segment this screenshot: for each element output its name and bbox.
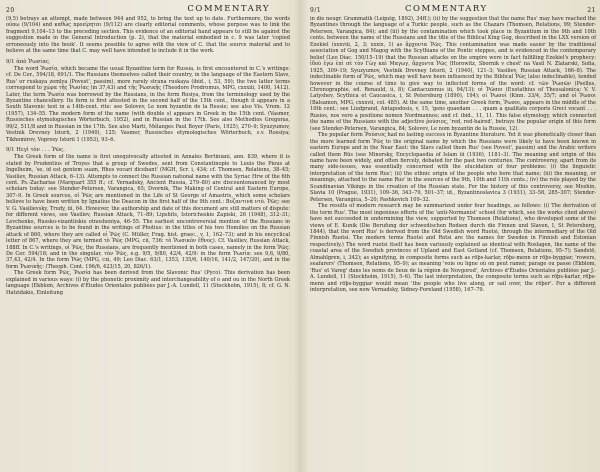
right-section-number: 9/1 (310, 7, 322, 14)
right-paragraph-3: The results of modern research may be summarized under four headings, as follows: (i) The derivation of the term Rus'. The most ingenious efforts of the 'anti-Normanist' school (for which, see the works cited above) have not succeeded in undermining the view, supported by Thomsen (Relations), who developed some of the views of E. Kunik (Die Berufung der schwedischen Rodsen durch die Finnen und Slaven, I, St Petersburg, 1844), that the word Rus' is derived from the Old Swedish word Ruotsi, through the intermediary of the Old Finnish Ruotsi. The modern terms Ruotsi and Rotsi are the names for Sweden in Finnish and Estonian respectively.) The word ruotsi itself has been variously explained as identical with Roslagen, the name of the coastal area of the Swedish provinces of Upland and East Gotland (cf. Thomsen, Relations, 95–7); Sandstö, Almahlgren, i, 342); as signifying, in composite forms such as rōþs-karlar, rōþs-menn or rōþs-byggiar, 'rowers, seafarers' (Thomsen, Relations, 95–9); as meaning 'voie ou ligne où on peut ramer, parage ou passe (Ekblom, 'Rus' et Vareg' dans les noms de lieux de la région de Novgorod', Archives d'Études Orientales publiées par J.-A. Lundell, 11 (Stockholm, 1915), 5–6). The last interpretation, the composite terms such as rōþs-karlar, rōþs-menn and rōþs-byggiar would mean 'the people who live along, or sail over, the rōþer'. For a different interpretation, see now Vernadsky, Sidney-Foreland (1958), 167–79. (310, 203, 596, 294)
left-running-head: COMMENTARY (187, 4, 270, 14)
right-paragraph-2: The popular form Ῥούσιος had no lasting success in Byzantine literature. Yet it was phonetically closer than the more learned form Ῥῶς to the original name by which the Russians were likely to have been known in eastern Europe and in the Near East: the Slavs called them Rus' (see Povest', passim) and the Arabic writers called them Rūs (see Minorsky, Encyclopaedia of Islam iii (1936), 1181–3). The meaning and origin of this name have been widely, and often fiercely, debated for the past two centuries. The controversy, apart from its many side-issues, was essentially concerned with the elucidation of four problems: (i) the linguistic interpretation of the term Rus'; (ii) the ethnic origin of the people who bore that name; (iii) the meaning, or meanings, attached to the name Rus' in the sources of the 9th, 10th and 11th cents.; (iv) the role played by the Scandinavian Vikings in the creation of the Russian state. For the history of this controversy, see Moshin, Slavia 10 (Prague, 1931), 109–36, 343–79, 501–37; id., Byzantinoslavica 3 (1931), 33–58, 285–307; Stender-Petersen, Varangica, 5–20; Pashkevich 109–32. (310, 132, 596, 203)
left-entry-heading-2: 9/1 Ηεγὶ τὸν . . . Ῥῶς. (6, 147, 65, 154)
right-paragraph-1: in die neugr. Grammatik (Leipzig, 1892), 34ff.); (ii) by the suggestion that the name Rus' may have reached the Byzantines through the language of a Turkic people, such as the Chazars (Thomsen, Relations, 99; Stender-Petersen, Varangica, 84); and (iii) by the contamination which took place in Byzantium in the 9th and 10th cents. between the name of the Russians and the title of the Biblical King Gog, described in the LXX version of Ezekiel (xxxviii, 2, 3; xxxix, 1) as ἄρχοντα Ῥῶς. This contamination was made easier by the traditional association of Gog and Magog with the Scythians of the Pontic steppes, and is evidenced in the contemporary belief (Leo Diac. 150/15–19) that the Russian attacks on the empire were in fact fulfilling Ezekiel's prophecy: ἰδοὺ ἐγὼ ἐπὶ σὲ τὸν Γὼγ καὶ Μαγωγ, ἄρχοντα Ῥῶς (Horowitz, Sbornik v chest' na Vasil N. Zlatarski, Sofia, 1925, 309–19; Syuzyumov, Vestnik Drevney Istorii, 2 (1940), 121–3; Vasiliev, Russian Attack, 166–8). The indeclinable form of Ῥῶς, which may well have been influenced by the Biblical Ῥῶς (also indeclinable), tended however in the course of time to give way to inflected forms of the word: cf. τῶν Ῥωσῶν (Psellus, Chronographie, ed. Renauld, ii, 8); Cantacuzenus iii, 94/13); οἱ Ῥῶσοι (Eustathius of Thessalonica: V. V. Latyshev, Scythica et Caucasica, i, St Petersburg (1890), 194); oἱ Ῥωσοὶ (Kinn. 33/4, 35/7; and oἱ Ῥωσοι (Balsamon, MPG, cxxxvii, col. 485). At the same time, another Greek form, Ῥωσοι, appears in the middle of the 10th cent.: see Liudprand, Antapodosis, v, 15, 'gens quaedam . . . quam a qualitate corporis Greci vocant . . . Rusios, nos vero a positione nomen Nordmannos; and cf. ibid., 11, 11. This false etymology, which connected the name of the Russians with the adjective ῥούσιος, 'red, red-haired', betrays the popular origin of this form (see Stender-Petersen, Varangica, 84; Solovev, Le nom byzantin de la Russie, 12). (310, 16, 596, 132)
right-running-head: COMMENTARY (405, 4, 488, 14)
right-page-number: 21 (587, 7, 596, 14)
left-paragraph-1: (9,5) betrays an attempt, made between 944 and 952, to bring the text up to date. Furthermore, the words ούπω (9/104) and καθώς προείρηται (9/112) are clearly editorial comments, whose purpose was to link the fragment 9,104–13 to the preceding section. This evidence of an editorial hand appears to still be against the suggestion made in the General Introduction (p. 2), that the material embodied in c. 9 was later 'copied erroneously into the book'. It seems possible to agree with the view of C. that the source material and to believe at the same time that C. may well have intended to include it in the work. (6, 16, 290, 55)
left-page-header (6, 4, 290, 16)
left-paragraph-2: The word Ῥωσία, which became the usual Byzantine term for Russia, is first encountered in C.'s writings: cf. De Cer., 594/18, 691/1. The Russians themselves called their country, in the language of the Eastern Slavs, Rus' or ruskaya zemlya (Povest', passim), more rarely strana ruskaya (ibid., i, 53, 59); the two latter terms correspond to χώρα τῆς Ῥωσίας (in 37,43) and τῆς Ῥωσικῆς (Theodore Prodromus, MPG, cxxxiii, 1400, 1412). Later, the term Ῥωσία was borrowed by the Russians, in the form Rosiya, from the terminology used by the Byzantine chancellery. Its form is first attested in the second half of the 15th cent., though it appears in a South Slavonic text in a 14th-cent. rite: see Solovev, Le nom byzantin de la Russie; see also Vis. Vrem. 12 (1957), 134–55. The modern form of the name (with double s) appears in Greek in the 15th cent. (Vasmer, Russisches etymologisches Wörterbuch, 1952), and in Russian in the 17th. See also Methodios Gregoras, 99/2, 511/8 and in Russian in the 17th. See also Marti, Mélanges Paul Boyer (Paris, 1925), 270–9; Syuzyumov, Vestnik Drevney Istorii, 2 (1940), 125; Vasmer, Russisches etymologisches Wörterbuch, s.v. Rossiya; Tikhomirov, Voprosy Istorii 1 (1953), 93–6. (6, 65, 290, 143)
left-page (6, 4, 290, 470)
left-page-number: 20 (6, 7, 15, 14)
left-entry-heading-1: 9/1 ἀπὸ Ῥωσίας. (6, 58, 51, 65)
left-paragraph-4: The Greek form Ῥῶς, Ῥωσία has been derived from the Slavonic Rus' (Pyco). This derivation has been explained in various ways: (i) by the phonetic proximity and interchangeability of o and ou in the North Greek language (Ekblom, Archives d'Études Orientales publiées par J.-A. Lundell, 11 (Stockholm, 1915), 8; cf. G. N. Hatzidakis, Einleitung (6, 270, 290, 296)
right-page-header (310, 4, 596, 16)
right-page (310, 4, 596, 470)
left-paragraph-3: The Greek form of the name is first unequivocally attested in Annales Bertiniani, ann. 839, where it is stated by Prudentius of Troyes that a group of Swedes, sent from Constantinople to Louis the Pious at Ingelheim, 'se, id est gentem suam, Rhos vocari dicebant' (MGH, Scr. i, 434; cf. Thomsen, Relations, 38–45; Vasiliev, Russian Attack, 6–13). Attempts to connect the Russian national name with the Syriac Hrw of the 6th cent. Ps.-Zacharias (Marquart 355 ff.; cf. Vernadsky, Ancient Russia, 279–80) are discountenanced by most scholars today: see Stender-Petersen, Varangica, 65; Dvornik, The Making of Central and Eastern Europe, 307–9. In Greek sources, οἱ Ῥῶς are mentioned in the Life of St George of Amastris, which some scholars believe to have been written by Ignatius the Deacon in the first half of the 9th cent.: Βυζαντινὰ ντὸ. Ῥῶς: see V. G. Vasilievsky, Trudy, iii, 64. However, the authorship and date of this document are still matters of dispute: for different views, see Vasiliev, Russian Attack, 71–89; Lipshits, Istoricheskie Zapiski, 26 (1948), 312–31; Levchenko, Russko-vizantiiskie otnosheniya, 46–55. The earliest uncontroversial mention of the Russians in Byzantine sources is to be found in the writings of Photius: in the titles of his two Homilies on the Russian attack of 860, where they are called oἱ Ῥῶς (C. Müller, Frag. hist. graec., v, 1, 162–73); and in his encyclical letter of 867, where they are termed τὸ Ῥῶς (MPG, cii, 736: τὸ Ῥωσικὸν ἔθνος). Cf. Vasiliev, Russian Attack, 188ff. In C.'s writings, οἱ Ῥῶς, the Russians, are frequently mentioned in both cases, namely in the form Ῥῶς: De Cer. 594/18; and in the singular, τὸν Ῥῶς, e.g. 9/5, 9/80, 42/4, 42/9: in the form Ῥωσία: see 9,6, 9/80, 37,43, 42/4. In the form Ῥῶς (MPG, cxi, 49; Leo Diac. 63/1, 1353, 135/6, 140/16, 141/2, 147/20), and in the form Ῥωσικῆς: (Theoph. Cont. 196/6, 423/15, 20, 826/1). (6, 154, 290, 270)
